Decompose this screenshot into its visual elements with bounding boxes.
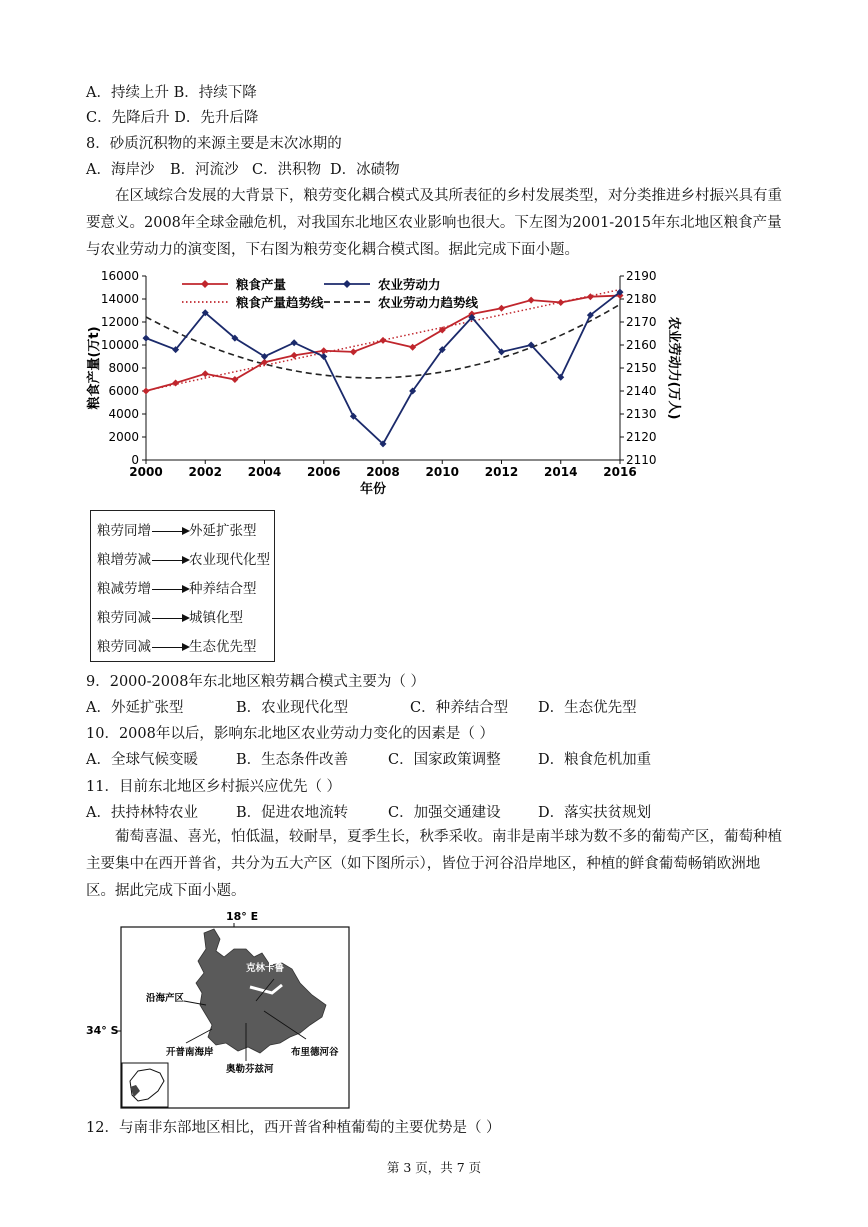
series-point [498, 305, 505, 312]
y-right-tick-label: 2150 [626, 361, 657, 375]
grain-labor-chart [84, 264, 681, 504]
arrow-icon [152, 618, 188, 619]
y-right-tick-label: 2120 [626, 430, 657, 444]
q9-stem: 9．2000-2008年东北地区粮劳耦合模式主要为（ ） [86, 674, 426, 690]
label-capesouth: 开普南海岸 [166, 1047, 214, 1058]
label-kleinkaroo: 克林卡鲁 [246, 963, 285, 974]
passage-1: 在区域综合发展的大背景下，粮劳变化耦合模式及其所表征的乡村发展类型，对分类推进乡村振兴具有重要意义。2008年全球金融危机，对我国东北地区农业影响也很大。下左图为2001-2015年东北地区粮食产量与农业劳动力的演变图，下右图为粮劳变化耦合模式图。据此完成下面小题。 [86, 188, 782, 258]
x-axis-label: 年份 [359, 482, 387, 497]
q9-option-c: C．种养结合型 [410, 700, 509, 716]
x-tick-label: 2012 [484, 465, 519, 479]
y-axis-label: 粮食产量(万t) [87, 326, 102, 410]
q9-option-b: B．农业现代化型 [236, 700, 349, 716]
q11-option-d: D．落实扶贫规划 [538, 805, 652, 821]
coupling-row: 粮增劳减 农业现代化型 [97, 552, 270, 568]
label-olifants: 奥勒芬兹河 [226, 1064, 274, 1075]
q8-stem: 8．砂质沉积物的来源主要是末次冰期的 [86, 136, 342, 152]
q8-option-c: C．洪积物 [252, 162, 322, 178]
x-tick-label: 2010 [425, 465, 459, 479]
y-axis-label-right: 农业劳动力(万人) [666, 316, 681, 420]
series-point [202, 370, 209, 377]
x-tick-label: 2008 [366, 465, 400, 479]
longitude-label: 18° E [226, 910, 259, 923]
series-point [587, 293, 594, 300]
y-right-tick-label: 2130 [626, 407, 657, 421]
q11-option-a: A．扶持林特农业 [86, 805, 198, 821]
legend-label: 粮食产量 [236, 277, 287, 292]
q7-options-ab: A．持续上升 B．持续下降 [86, 85, 257, 101]
coupling-row: 粮劳同减 生态优先型 [97, 639, 257, 655]
coupling-mode-box [90, 510, 275, 662]
x-tick-label: 2006 [307, 465, 341, 479]
y-right-tick-label: 2180 [626, 292, 657, 306]
western-cape-map [86, 905, 376, 1115]
chart-legend [182, 277, 479, 310]
series-point [350, 348, 357, 355]
coupling-row: 粮劳同减 城镇化型 [97, 610, 243, 626]
y-tick-label: 2000 [108, 430, 139, 444]
q11-options [86, 803, 651, 823]
q10-option-a: A．全球气候变暖 [86, 752, 198, 768]
y-tick-label: 0 [131, 453, 139, 467]
q9-option-d: D．生态优先型 [538, 700, 637, 716]
q10-options [86, 750, 651, 770]
q10-option-c: C．国家政策调整 [388, 752, 501, 768]
y-right-tick-label: 2140 [626, 384, 657, 398]
legend-label: 农业劳动力 [378, 277, 441, 292]
y-right-tick-label: 2160 [626, 338, 657, 352]
x-tick-label: 2016 [603, 465, 637, 479]
y-tick-label: 8000 [108, 361, 139, 375]
series-point [291, 352, 298, 359]
page-footer: 第 3 页，共 7 页 [386, 1160, 482, 1175]
series-line [146, 292, 620, 444]
q8-option-b: B．河流沙 [170, 162, 239, 178]
legend-label: 粮食产量趋势线 [236, 295, 324, 310]
y-tick-label: 14000 [100, 292, 139, 306]
legend-marker [201, 280, 209, 288]
q8-option-d: D．冰碛物 [330, 162, 400, 178]
x-tick-label: 2014 [544, 465, 578, 479]
arrow-icon [152, 647, 188, 648]
series-point [320, 353, 327, 360]
y-right-tick-label: 2190 [626, 269, 657, 283]
y-right-tick-label: 2110 [626, 453, 657, 467]
q9-option-a: A．外延扩张型 [86, 700, 184, 716]
y-tick-label: 10000 [100, 338, 139, 352]
x-tick-label: 2002 [188, 465, 222, 479]
y-tick-label: 16000 [100, 269, 139, 283]
q7-options-cd: C．先降后升 D．先升后降 [86, 110, 259, 126]
q10-stem: 10．2008年以后，影响东北地区农业劳动力变化的因素是（ ） [86, 726, 494, 742]
q8-options [86, 160, 400, 180]
series-point [172, 379, 179, 386]
q11-option-c: C．加强交通建设 [388, 805, 501, 821]
series-point [380, 337, 387, 344]
series-point [143, 335, 150, 342]
x-tick-label: 2004 [247, 465, 282, 479]
q11-option-b: B．促进农地流转 [236, 805, 349, 821]
coupling-row: 粮劳同增 外延扩张型 [97, 523, 257, 539]
q10-option-b: B．生态条件改善 [236, 752, 349, 768]
series-point [143, 388, 150, 395]
y-tick-label: 6000 [108, 384, 139, 398]
label-coastal: 沿海产区 [146, 993, 185, 1004]
legend-label: 农业劳动力趋势线 [378, 295, 479, 310]
arrow-icon [152, 589, 188, 590]
arrow-icon [152, 531, 188, 532]
arrow-icon [152, 560, 188, 561]
coupling-row: 粮减劳增 种养结合型 [97, 581, 257, 597]
passage-2: 葡萄喜温、喜光，怕低温，较耐旱，夏季生长，秋季采收。南非是南半球为数不多的葡萄产区，葡萄种植主要集中在西开普省，共分为五大产区（如下图所示），皆位于河谷沿岸地区，种植的鲜食葡萄畅销欧洲地区。据此完成下面小题。 [86, 829, 782, 899]
q8-option-a: A．海岸沙 [86, 162, 155, 178]
series-point [557, 299, 564, 306]
latitude-label: 34° S [86, 1024, 119, 1037]
y-right-tick-label: 2170 [626, 315, 657, 329]
legend-marker [343, 280, 351, 288]
y-tick-label: 12000 [100, 315, 139, 329]
y-tick-label: 4000 [108, 407, 139, 421]
q12-stem: 12．与南非东部地区相比，西开普省种植葡萄的主要优势是（ ） [86, 1120, 501, 1136]
series-point [528, 297, 535, 304]
q11-stem: 11．目前东北地区乡村振兴应优先（ ） [86, 779, 342, 795]
q9-options [86, 698, 637, 718]
label-breede: 布里德河谷 [291, 1047, 339, 1058]
q10-option-d: D．粮食危机加重 [538, 752, 652, 768]
x-tick-label: 2000 [129, 465, 163, 479]
chart-series [143, 289, 624, 448]
series-point [291, 339, 298, 346]
